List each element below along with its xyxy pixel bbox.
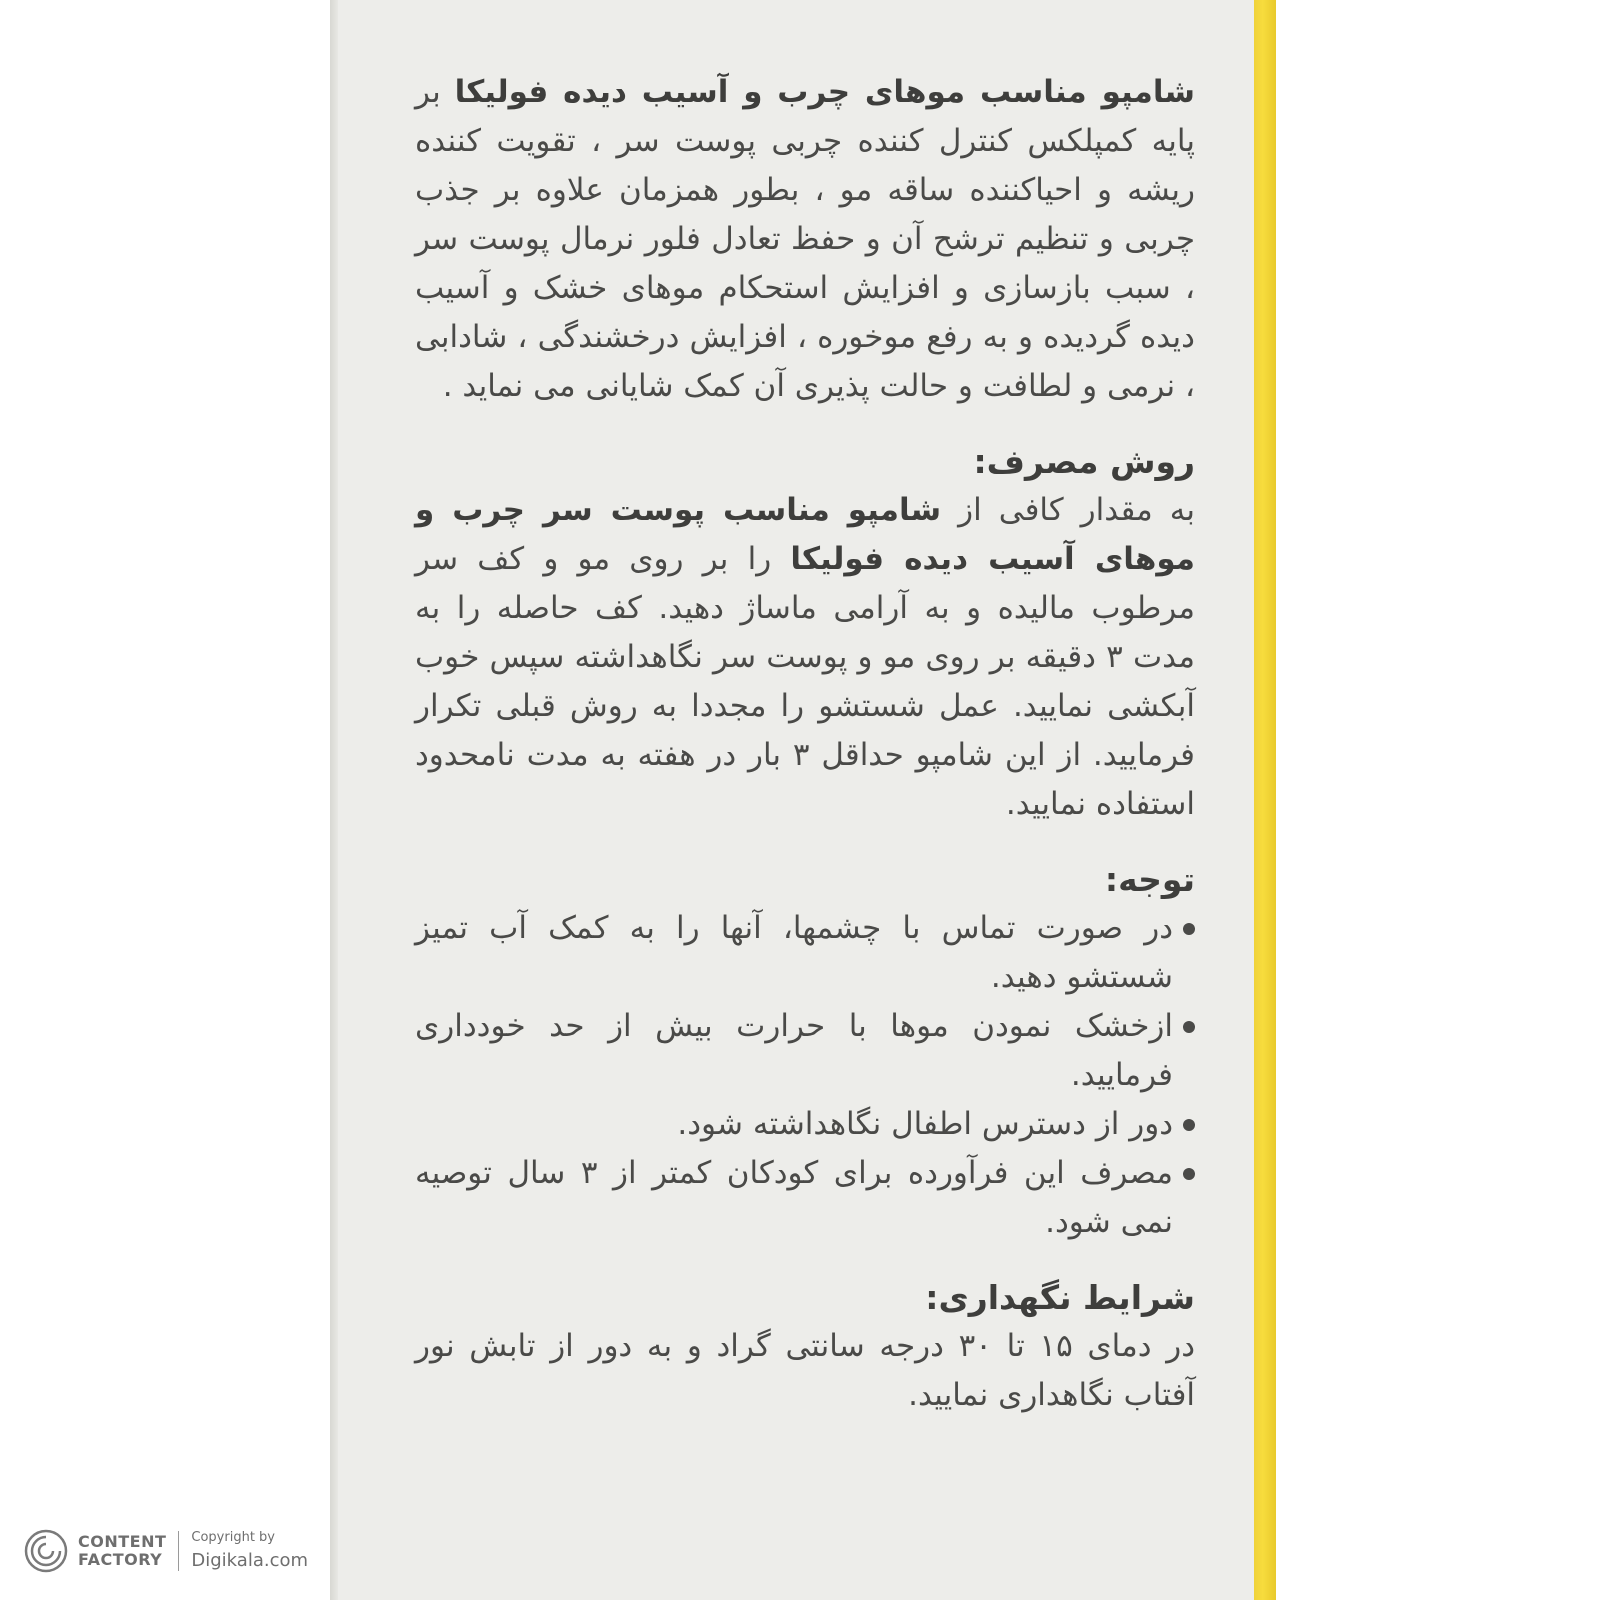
intro-body: بر پایه کمپلکس کنترل کننده چربی پوست سر ، تقویت کننده ریشه و احیاکننده ساقه مو ، بطور همزمان علاوه بر جذب چربی و تنظیم ترشح آن و حفظ تعادل فلور نرمال پوست سر ، سبب بازسازی و افزایش استحکام موهای خشک و آسیب دیده گردیده و به رفع موخوره ، افزایش درخشندگی ، شادابی ، نرمی و لطافت و حالت پذیری آن کمک شایانی می نماید . (415, 74, 1195, 404)
usage-heading: روش مصرف: (973, 442, 1195, 481)
caution-heading: توجه: (1104, 860, 1195, 899)
leaflet-text (415, 68, 1195, 1420)
usage-text-2: را بر روی مو و کف سر مرطوب مالیده و به آرامی ماساژ دهید. کف حاصله را به مدت ۳ دقیقه بر روی مو و پوست سر نگاهداشته سپس خوب آبکشی نمایید. عمل شستشو را مجددا به روش قبلی تکرار فرمایید. از این شامپو حداقل ۳ بار در هفته به مدت نامحدود استفاده نمایید. (415, 541, 1195, 822)
list-item: ازخشک نمودن موها با حرارت بیش از حد خودداری فرمایید. (415, 1002, 1195, 1100)
list-item: دور از دسترس اطفال نگاهداشته شود. (415, 1100, 1195, 1149)
copyright-site: Digikala.com (191, 1550, 309, 1571)
list-item: در صورت تماس با چشمها، آنها را به کمک آب تمیز شستشو دهید. (415, 904, 1195, 1002)
intro-bold-title: شامپو مناسب موهای چرب و آسیب دیده فولیکا (454, 74, 1195, 110)
yellow-side-strip (1254, 0, 1276, 1600)
storage-paragraph: در دمای ۱۵ تا ۳۰ درجه سانتی گراد و به دور از تابش نور آفتاب نگاهداری نمایید. (415, 1328, 1196, 1413)
caution-list (415, 904, 1195, 1247)
watermark (22, 1520, 308, 1582)
usage-text-1: به مقدار کافی از (941, 492, 1196, 528)
watermark-copyright (191, 1530, 308, 1572)
watermark-brand-line-2: FACTORY (78, 1550, 163, 1569)
list-item: مصرف این فرآورده برای کودکان کمتر از ۳ سال توصیه نمی شود. (415, 1149, 1195, 1247)
watermark-brand-line-1: CONTENT (78, 1532, 167, 1551)
intro-paragraph (415, 68, 1195, 411)
content-factory-logo-icon (22, 1527, 70, 1575)
usage-paragraph (415, 486, 1195, 829)
storage-heading: شرایط نگهداری: (925, 1278, 1195, 1317)
copyright-label: Copyright by (191, 1530, 275, 1545)
watermark-brand (78, 1533, 166, 1569)
watermark-divider (178, 1531, 179, 1571)
usage-bold-product: شامپو مناسب پوست سر چرب و موهای آسیب دیده فولیکا (415, 492, 1195, 577)
